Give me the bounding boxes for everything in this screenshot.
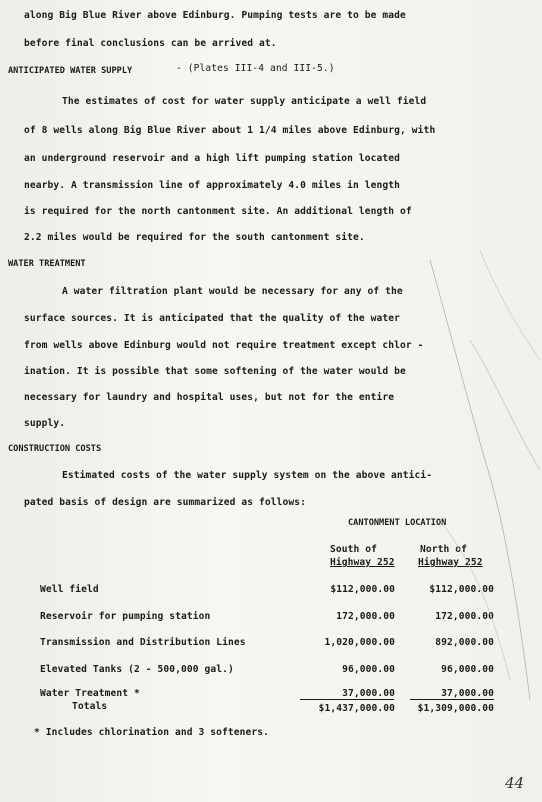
table-cell-north: $112,000.00 bbox=[429, 584, 494, 595]
table-cell-south: $112,000.00 bbox=[330, 584, 395, 595]
body-line: necessary for laundry and hospital uses, but not for the entire bbox=[24, 392, 395, 403]
body-line: surface sources. It is anticipated that the quality of the water bbox=[24, 313, 401, 324]
table-group-header: CANTONMENT LOCATION bbox=[348, 518, 447, 528]
body-line: supply. bbox=[24, 418, 66, 429]
section-heading-treatment: WATER TREATMENT bbox=[8, 259, 86, 269]
table-cell-north: 96,000.00 bbox=[441, 664, 494, 675]
table-cell-south: 1,020,000.00 bbox=[324, 637, 395, 648]
body-line: Estimated costs of the water supply system on the above antici- bbox=[62, 470, 433, 481]
table-row-label: Well field bbox=[40, 584, 99, 595]
body-line: A water filtration plant would be necessary for any of the bbox=[62, 286, 403, 297]
subtotal-rule-north bbox=[410, 699, 494, 700]
totals-north: $1,309,000.00 bbox=[417, 703, 494, 714]
plates-reference: - (Plates III-4 and III-5.) bbox=[176, 63, 335, 74]
table-cell-north: 892,000.00 bbox=[435, 637, 494, 648]
table-row-label: Reservoir for pumping station bbox=[40, 611, 211, 622]
body-line: pated basis of design are summarized as follows: bbox=[24, 497, 307, 508]
body-line: before final conclusions can be arrived at. bbox=[24, 38, 277, 49]
body-line: along Big Blue River above Edinburg. Pumping tests are to be made bbox=[24, 10, 406, 21]
column-header-south-line2: Highway 252 bbox=[330, 557, 395, 568]
table-cell-north: 172,000.00 bbox=[435, 611, 494, 622]
section-heading-construction: CONSTRUCTION COSTS bbox=[8, 444, 102, 454]
totals-south: $1,437,000.00 bbox=[318, 703, 395, 714]
body-line: nearby. A transmission line of approximately 4.0 miles in length bbox=[24, 180, 401, 191]
table-row-label: Elevated Tanks (2 - 500,000 gal.) bbox=[40, 664, 234, 675]
column-header-north-line2: Highway 252 bbox=[418, 557, 483, 568]
body-line: from wells above Edinburg would not require treatment except chlor - bbox=[24, 340, 424, 351]
body-line: of 8 wells along Big Blue River about 1 1/4 miles above Edinburg, with bbox=[24, 125, 436, 136]
table-cell-south: 96,000.00 bbox=[342, 664, 395, 675]
column-header-south-line1: South of bbox=[330, 544, 378, 555]
column-header-north-line1: North of bbox=[420, 544, 468, 555]
section-heading-anticipated: ANTICIPATED WATER SUPPLY bbox=[8, 66, 133, 76]
body-line: is required for the north cantonment site. An additional length of bbox=[24, 206, 412, 217]
body-line: The estimates of cost for water supply anticipate a well field bbox=[62, 96, 427, 107]
table-cell-south: 172,000.00 bbox=[336, 611, 395, 622]
body-line: 2.2 miles would be required for the south cantonment site. bbox=[24, 232, 365, 243]
table-cell-south: 37,000.00 bbox=[342, 688, 395, 699]
footnote: * Includes chlorination and 3 softeners. bbox=[34, 727, 270, 738]
table-row-label: Transmission and Distribution Lines bbox=[40, 637, 246, 648]
subtotal-rule-south bbox=[300, 699, 394, 700]
totals-label: Totals bbox=[72, 701, 108, 712]
table-cell-north: 37,000.00 bbox=[441, 688, 494, 699]
page-number: 44 bbox=[505, 774, 525, 792]
table-row-label: Water Treatment * bbox=[40, 688, 140, 699]
body-line: an underground reservoir and a high lift pumping station located bbox=[24, 153, 401, 164]
body-line: ination. It is possible that some softening of the water would be bbox=[24, 366, 406, 377]
